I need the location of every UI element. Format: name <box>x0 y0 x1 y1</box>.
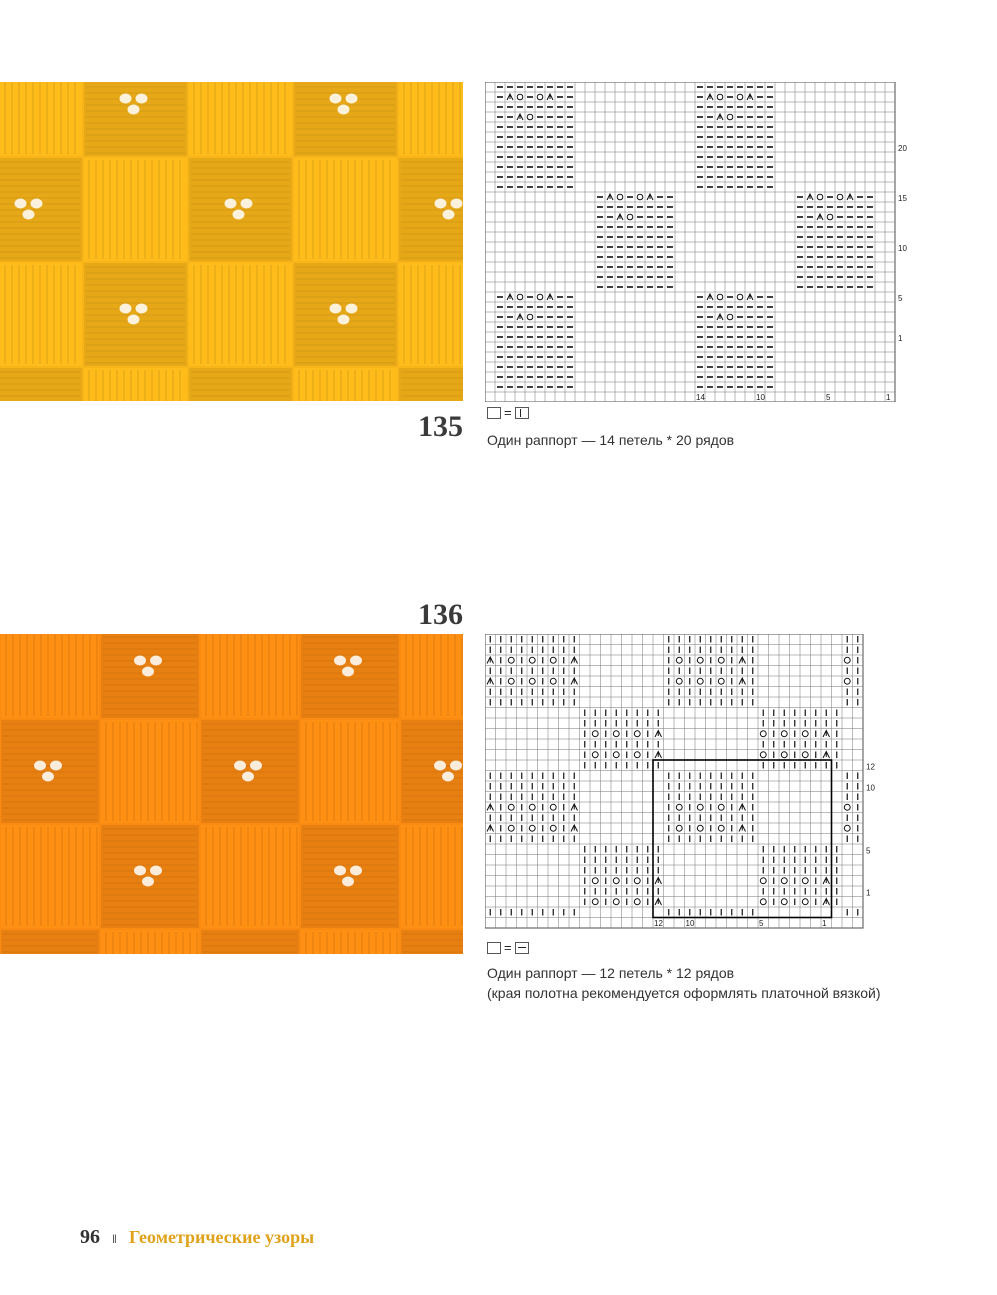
column-label: 5 <box>759 919 764 928</box>
eyelet-hole <box>451 199 463 209</box>
eyelet-hole <box>434 761 446 771</box>
eyelet-hole <box>128 105 140 115</box>
legend-empty-cell-icon <box>487 407 501 419</box>
eyelet-block <box>101 825 199 928</box>
eyelet-hole <box>136 304 148 314</box>
eyelet-hole <box>136 94 148 104</box>
eyelet-hole <box>450 761 462 771</box>
eyelet-block <box>294 263 397 366</box>
eyelet-hole <box>342 667 354 677</box>
legend-empty-cell-icon <box>487 942 501 954</box>
eyelet-block <box>294 82 397 156</box>
caption-line: Один раппорт — 14 петель * 20 рядов <box>487 432 735 448</box>
stockinette-block <box>294 158 397 261</box>
eyelet-block <box>401 930 463 954</box>
eyelet-hole <box>134 866 146 876</box>
eyelet-hole <box>330 94 342 104</box>
row-label: 15 <box>898 194 907 203</box>
eyelet-block <box>401 720 463 823</box>
stockinette-block <box>0 263 82 366</box>
eyelet-block <box>399 158 463 261</box>
eyelet-hole <box>225 199 237 209</box>
eyelet-block <box>1 720 99 823</box>
eyelet-block <box>201 720 299 823</box>
eyelet-block <box>84 82 187 156</box>
eyelet-hole <box>50 761 62 771</box>
chart-grid <box>485 82 895 402</box>
legend-135: = <box>487 405 529 420</box>
eyelet-hole <box>346 94 358 104</box>
eyelet-hole <box>334 866 346 876</box>
eyelet-hole <box>128 315 140 325</box>
row-label: 5 <box>898 294 903 303</box>
caption-line: (края полотна рекомендуется оформлять платочной вязкой) <box>487 985 881 1001</box>
eyelet-hole <box>15 199 27 209</box>
stockinette-block <box>1 634 99 718</box>
column-label: 1 <box>886 393 891 402</box>
eyelet-block <box>399 368 463 401</box>
legend-purl-symbol-icon <box>515 942 529 954</box>
stockinette-block <box>399 82 463 156</box>
knit-chart-135 <box>485 82 920 407</box>
knit-chart-136 <box>485 634 880 941</box>
eyelet-block <box>301 634 399 718</box>
stockinette-block <box>189 82 292 156</box>
eyelet-hole <box>142 877 154 887</box>
eyelet-hole <box>443 210 455 220</box>
eyelet-hole <box>34 761 46 771</box>
eyelet-hole <box>346 304 358 314</box>
footer-separator: ǁ <box>112 1232 117 1246</box>
eyelet-block <box>301 825 399 928</box>
pattern-number-136: 136 <box>418 598 463 631</box>
column-label: 1 <box>822 919 827 928</box>
stockinette-block <box>189 263 292 366</box>
eyelet-hole <box>150 656 162 666</box>
row-label: 12 <box>866 762 875 772</box>
column-label: 10 <box>685 919 695 928</box>
eyelet-hole <box>338 315 350 325</box>
eyelet-block <box>189 158 292 261</box>
eyelet-hole <box>350 656 362 666</box>
stockinette-block <box>294 368 397 401</box>
section-title: Геометрические узоры <box>128 1227 315 1247</box>
stockinette-block <box>201 634 299 718</box>
stockinette-block <box>84 368 187 401</box>
legend-136: = <box>487 940 529 955</box>
eyelet-hole <box>134 656 146 666</box>
eyelet-hole <box>142 667 154 677</box>
stockinette-block <box>401 825 463 928</box>
caption-line: Один раппорт — 12 петель * 12 рядов <box>487 965 735 981</box>
eyelet-block <box>0 368 82 401</box>
knit-photo-135 <box>0 82 463 401</box>
eyelet-hole <box>350 866 362 876</box>
eyelet-hole <box>342 877 354 887</box>
eyelet-hole <box>31 199 43 209</box>
stockinette-block <box>401 634 463 718</box>
eyelet-hole <box>241 199 253 209</box>
page-footer <box>80 1226 314 1249</box>
stockinette-block <box>399 263 463 366</box>
eyelet-hole <box>42 772 54 782</box>
column-label: 10 <box>756 393 765 402</box>
legend-knit-symbol-icon <box>515 407 529 419</box>
caption-136 <box>487 963 881 1003</box>
knit-photo-136 <box>0 634 463 954</box>
stockinette-block <box>301 930 399 954</box>
stockinette-block <box>84 158 187 261</box>
eyelet-hole <box>334 656 346 666</box>
row-label: 20 <box>898 144 907 153</box>
stockinette-block <box>201 825 299 928</box>
stockinette-block <box>101 720 199 823</box>
stockinette-block <box>301 720 399 823</box>
stockinette-block <box>0 82 82 156</box>
row-label: 10 <box>898 244 907 253</box>
row-label: 1 <box>898 334 903 343</box>
row-label: 10 <box>866 783 875 793</box>
row-label: 5 <box>866 846 871 856</box>
eyelet-hole <box>150 866 162 876</box>
eyelet-hole <box>234 761 246 771</box>
eyelet-hole <box>120 94 132 104</box>
eyelet-hole <box>233 210 245 220</box>
page-number: 96 <box>80 1226 100 1248</box>
eyelet-block <box>0 158 82 261</box>
eyelet-block <box>189 368 292 401</box>
column-label: 5 <box>826 393 831 402</box>
eyelet-block <box>101 634 199 718</box>
eyelet-hole <box>242 772 254 782</box>
eyelet-hole <box>338 105 350 115</box>
eyelet-hole <box>435 199 447 209</box>
eyelet-hole <box>442 772 454 782</box>
eyelet-hole <box>330 304 342 314</box>
eyelet-hole <box>250 761 262 771</box>
eyelet-hole <box>120 304 132 314</box>
eyelet-block <box>201 930 299 954</box>
chart-grid <box>485 634 863 928</box>
eyelet-block <box>84 263 187 366</box>
eyelet-hole <box>23 210 35 220</box>
column-label: 12 <box>654 919 663 928</box>
row-label: 1 <box>866 888 871 898</box>
stockinette-block <box>1 825 99 928</box>
caption-135 <box>487 430 734 450</box>
pattern-number-135: 135 <box>418 410 463 443</box>
column-label: 14 <box>696 393 705 402</box>
eyelet-block <box>1 930 99 954</box>
stockinette-block <box>101 930 199 954</box>
